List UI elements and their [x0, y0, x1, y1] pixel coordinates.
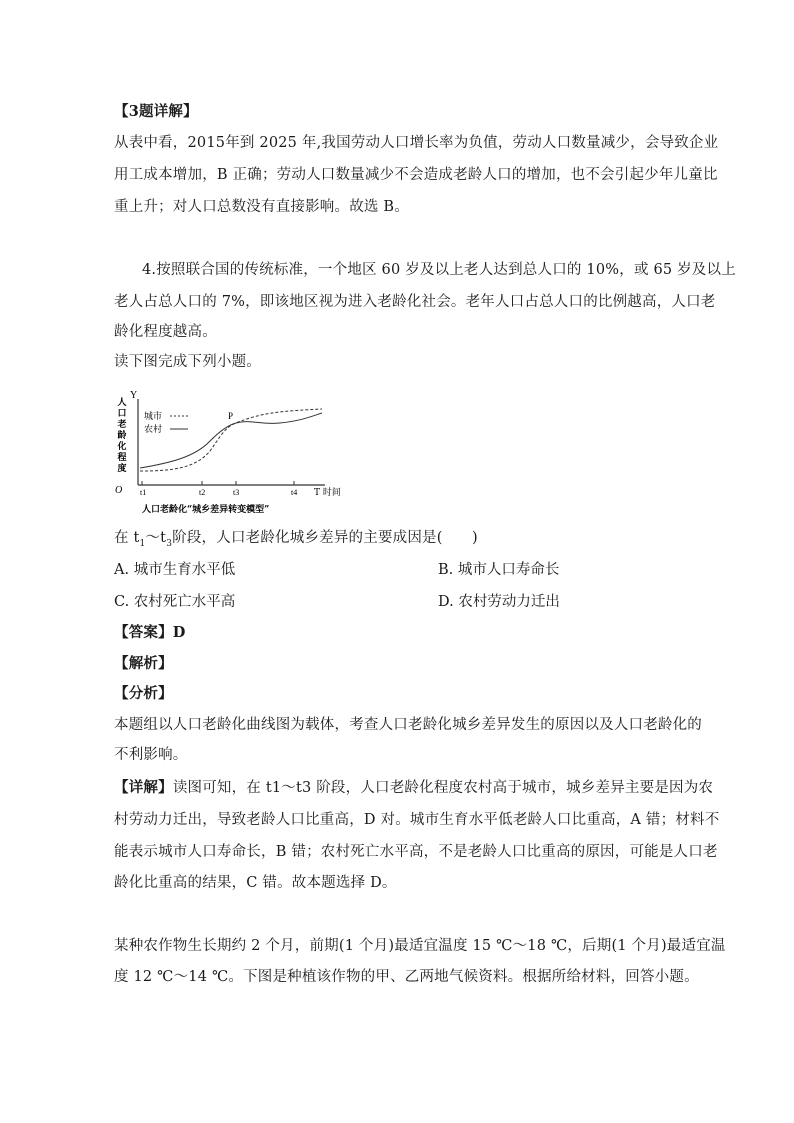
tick-t4: t4	[291, 488, 298, 497]
section-3-line-2: 用工成本增加，B 正确；劳动人口数量减少不会造成老龄人口的增加，也不会引起少年儿童比	[114, 167, 718, 183]
y-axis-letter: Y	[130, 390, 138, 401]
detail-line-2: 村劳动力迁出，导致老龄人口比重高，D 对。城市生育水平低老龄人口比重高，A 错；材料不	[114, 812, 720, 828]
q4-intro-line-1: 4.按照联合国的传统标准，一个地区 60 岁及以上老人达到总人口的 10%，或 65 岁及以上	[142, 262, 736, 278]
x-axis-label: T 时间	[314, 488, 341, 498]
option-b[interactable]: B. 城市人口寿命长	[438, 562, 560, 578]
question-pre: 在 t	[114, 530, 140, 546]
tick-t2: t2	[199, 488, 206, 497]
legend-urban: 城市	[144, 412, 163, 422]
y-axis-label: 人口老龄化程度	[117, 398, 127, 474]
figure-caption: 人口老龄化“城乡差异转变模型”	[142, 505, 270, 515]
fenxi-title: 【分析】	[114, 685, 173, 702]
detail-line-1	[114, 778, 713, 798]
tick-t1: t1	[140, 488, 147, 497]
next-line-2: 度 12 ℃～14 ℃。下图是种植该作物的甲、乙两地气候资料。根据所给材料，回答小题。	[114, 969, 699, 985]
answer: 【答案】D	[114, 624, 186, 641]
question-mid: ～t	[145, 530, 167, 546]
next-line-1: 某种农作物生长期约 2 个月，前期(1 个月)最适宜温度 15 ℃～18 ℃，后期(1 个月)最适宜温	[114, 938, 726, 954]
tick-t3: t3	[233, 488, 240, 497]
fenxi-line-1: 本题组以人口老龄化曲线图为载体，考查人口老龄化城乡差异发生的原因以及人口老龄化的	[114, 717, 702, 733]
detail-line-3: 能表示城市人口寿命长，B 错；农村死亡水平高，不是老龄人口比重高的原因，可能是人口老	[114, 844, 718, 860]
section-3-line-1: 从表中看，2015年到 2025 年,我国劳动人口增长率为负值，劳动人口数量减少，会导致企业	[114, 135, 719, 151]
section-3-heading: 【3题详解】	[114, 103, 198, 120]
legend-rural: 农村	[144, 425, 163, 435]
read-prompt: 读下图完成下列小题。	[114, 354, 261, 370]
analysis-title: 【解析】	[114, 655, 173, 672]
option-c[interactable]: C. 农村死亡水平高	[114, 594, 236, 610]
option-a[interactable]: A. 城市生育水平低	[114, 562, 236, 578]
origin-label: O	[115, 485, 123, 496]
q4-intro-line-2: 老人占总人口的 7%，即该地区视为进入老龄化社会。老年人口占总人口的比例越高，人口老	[114, 294, 716, 310]
fenxi-line-2: 不利影响。	[114, 747, 188, 763]
q4-intro-line-3: 龄化程度越高。	[114, 324, 217, 340]
option-d[interactable]: D. 农村劳动力迁出	[438, 594, 560, 610]
aging-model-figure	[110, 385, 360, 517]
question-sub-1: 1	[139, 538, 146, 549]
point-p-label: P	[228, 411, 234, 421]
detail-heading: 【详解】	[114, 779, 173, 796]
question-post: 阶段，人口老龄化城乡差异的主要成因是( )	[172, 530, 478, 546]
rural-curve	[140, 413, 322, 468]
detail-first-text: 读图可知，在 t1～t3 阶段，人口老龄化程度农村高于城市，城乡差异主要是因为农	[172, 780, 714, 796]
section-3-line-3: 重上升；对人口总数没有直接影响。故选 B。	[114, 199, 409, 215]
question-stem	[114, 528, 478, 554]
detail-line-4: 龄化比重高的结果，C 错。故本题选择 D。	[114, 875, 397, 891]
question-sub-3: 3	[166, 538, 173, 549]
